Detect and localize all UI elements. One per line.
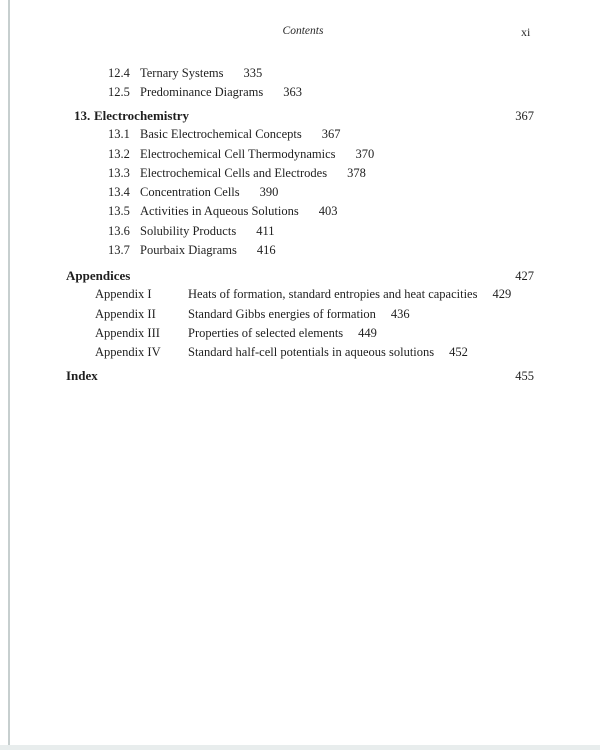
appendix-description: Standard half-cell potentials in aqueous solutions: [188, 345, 435, 360]
subsection-number: 13.1: [108, 127, 130, 142]
page-number: 455: [515, 369, 534, 384]
page-number: 335: [243, 66, 263, 80]
section-title: Index: [66, 368, 98, 384]
subsection-title: Pourbaix Diagrams: [140, 243, 237, 258]
page-number: 367: [515, 108, 534, 123]
subsection-number: 12.4: [108, 66, 130, 80]
running-header-page-number: xi: [521, 25, 531, 39]
appendix-label: Appendix I: [95, 287, 152, 302]
subsection-title: Basic Electrochemical Concepts: [140, 127, 302, 142]
subsection-title: Ternary Systems: [140, 66, 224, 80]
page-number: 370: [355, 146, 375, 161]
subsection-number: 12.5: [108, 85, 130, 100]
toc-row-sub: [66, 164, 534, 183]
toc-row-sub: [66, 222, 534, 241]
toc-row-sub: [66, 241, 534, 260]
subsection-title: Solubility Products: [140, 223, 237, 238]
page-number: 367: [321, 127, 341, 142]
appendix-label: Appendix IV: [95, 345, 161, 360]
toc-row-appendix: [66, 343, 534, 362]
page-number: 403: [318, 204, 338, 219]
toc-row-appendix: [66, 324, 534, 343]
subsection-number: 13.6: [108, 223, 130, 238]
appendix-description: Heats of formation, standard entropies and heat capacities: [188, 287, 478, 302]
chapter-number: 13.: [74, 107, 91, 123]
toc-row-heading: [66, 366, 534, 385]
table-of-contents: [66, 64, 534, 386]
page-number: 363: [283, 85, 302, 100]
subsection-number: 13.7: [108, 243, 130, 258]
appendix-description: Standard Gibbs energies of formation: [188, 306, 376, 321]
page-number: 416: [256, 243, 276, 258]
subsection-number: 13.2: [108, 146, 130, 161]
subsection-title: Predominance Diagrams: [140, 85, 264, 100]
running-header: [6, 25, 600, 39]
subsection-title: Electrochemical Cells and Electrodes: [140, 165, 328, 180]
page-number: 452: [449, 345, 468, 360]
appendix-label: Appendix II: [95, 306, 156, 321]
page-number: 436: [390, 306, 410, 321]
toc-row-sub: [66, 83, 534, 102]
toc-row-appendix: [66, 285, 534, 304]
appendix-description: Properties of selected elements: [188, 325, 344, 340]
toc-row-sub: [66, 183, 534, 202]
page-number: 378: [347, 165, 366, 180]
appendix-label: Appendix III: [95, 325, 160, 340]
page-number: 427: [515, 268, 534, 283]
section-title: Appendices: [66, 267, 131, 283]
subsection-number: 13.5: [108, 204, 130, 219]
toc-row-sub: [66, 145, 534, 164]
page-number: 390: [259, 185, 279, 200]
page-number: 449: [358, 325, 377, 340]
toc-row-sub: [66, 64, 534, 83]
chapter-title: Electrochemistry: [94, 107, 190, 123]
page-number: 411: [256, 223, 275, 238]
subsection-title: Electrochemical Cell Thermodynamics: [140, 146, 336, 161]
subsection-title: Activities in Aqueous Solutions: [140, 204, 299, 219]
subsection-number: 13.3: [108, 165, 130, 180]
toc-row-heading: [66, 266, 534, 285]
running-header-title: Contents: [282, 25, 324, 37]
toc-row-sub: [66, 202, 534, 221]
toc-row-chapter: [66, 106, 534, 125]
subsection-title: Concentration Cells: [140, 185, 240, 200]
page-edge-line: [8, 0, 10, 745]
toc-row-appendix: [66, 305, 534, 324]
page-bottom-edge: [0, 745, 600, 750]
page-number: 429: [492, 287, 512, 302]
toc-row-sub: [66, 125, 534, 144]
subsection-number: 13.4: [108, 185, 130, 200]
